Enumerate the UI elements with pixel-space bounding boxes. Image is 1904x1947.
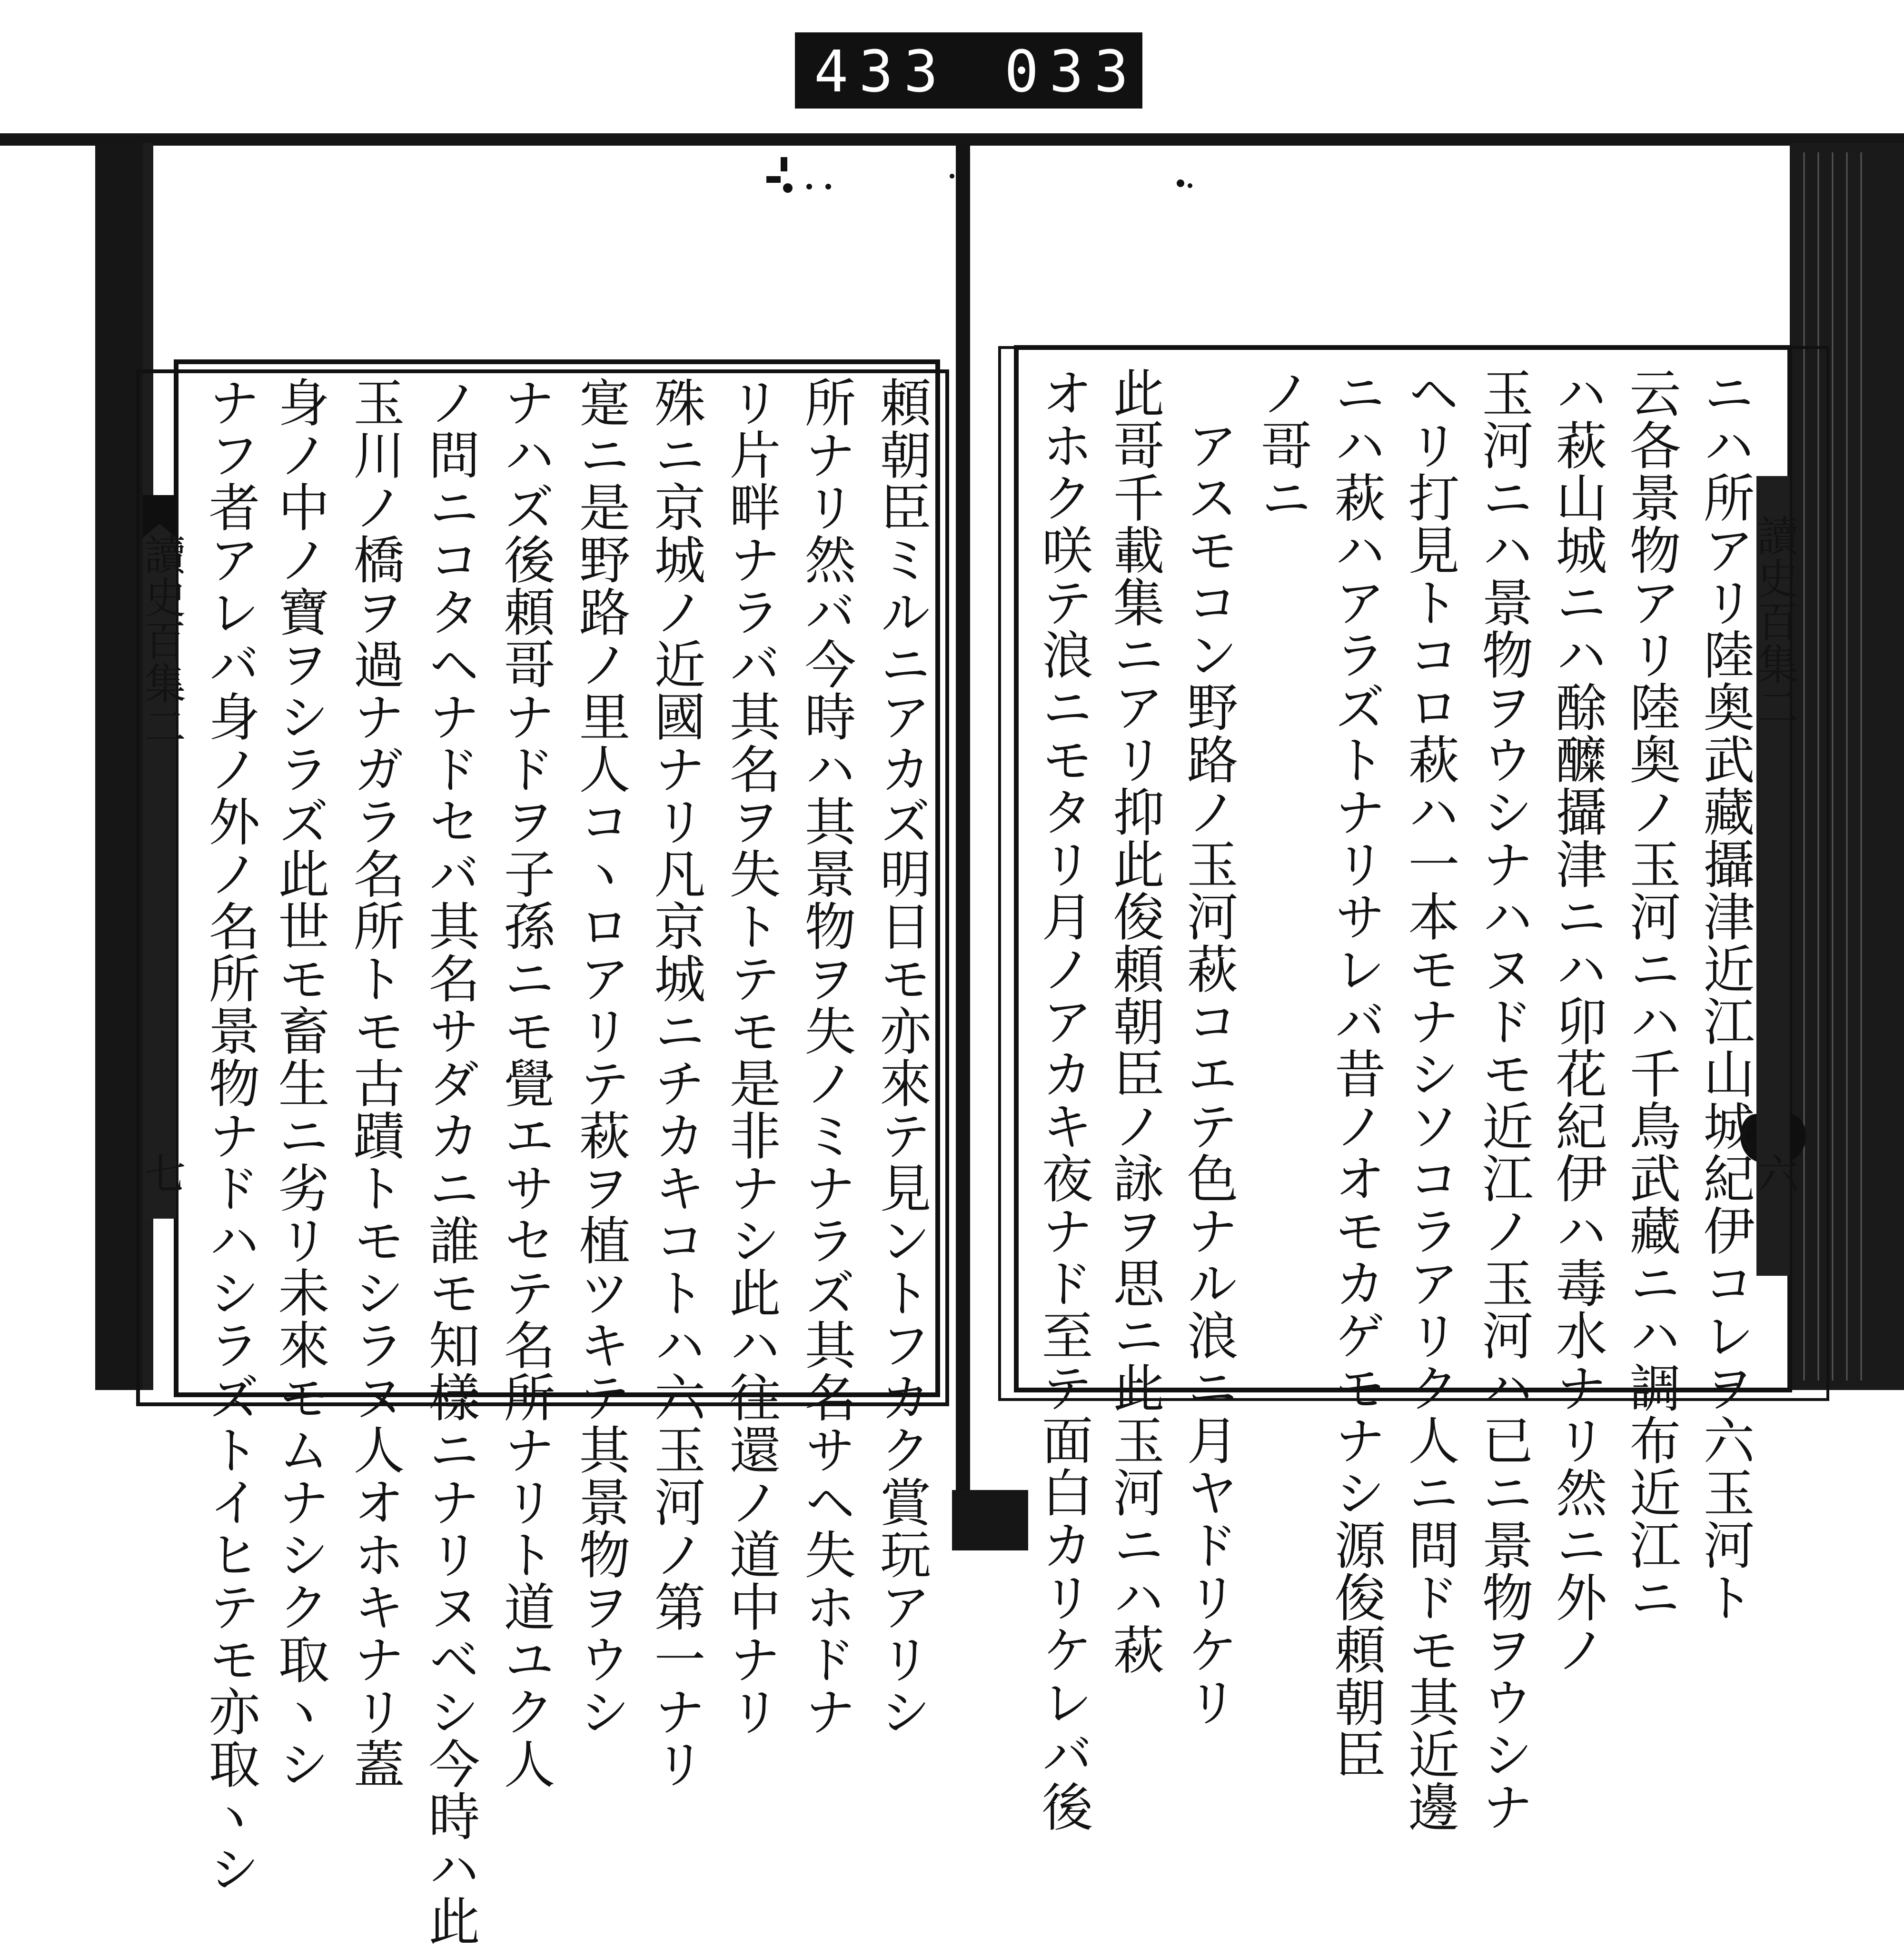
left-col-5: 寔ニ是野路ノ里人コヽロアリテ萩ヲ植ツキテ其景物ヲウシ <box>570 376 630 1738</box>
right-spine-title: 讀史百集二 <box>1750 514 1799 728</box>
left-col-3: リ片畔ナラバ其名ヲ失トテモ是非ナシ此ハ往還ノ道中ナリ <box>721 376 780 1738</box>
left-spine-title: 讀史百集二 <box>138 533 187 747</box>
top-edge <box>0 133 1904 146</box>
gutter-bottom-mark <box>952 1490 1028 1550</box>
left-col-2: 所ナリ然バ今時ハ其景物ヲ失ノミナラズ其名サヘ失ホドナ <box>796 376 855 1738</box>
left-col-4: 殊ニ京城ノ近國ナリ凡京城ニチカキコトハ六玉河ノ第一ナリ <box>645 376 705 1790</box>
gutter-fold <box>956 143 970 1523</box>
left-col-1: 頼朝臣ミルニアカズ明日モ亦來テ見ントフカク賞玩アリシ <box>871 376 931 1738</box>
left-col-7: ノ問ニコタヘナドセバ其名サダカニ誰モ知樣ニナリヌベシ今時ハ此 <box>420 376 479 1947</box>
right-col-9: 此哥千載集ニアリ抑此俊頼朝臣ノ詠ヲ思ニ此玉河ニハ萩 <box>1104 367 1164 1676</box>
right-col-2: 云各景物アリ陸奥ノ玉河ニハ千鳥武藏ニハ調布近江ニ <box>1621 367 1680 1623</box>
left-col-8: 玉川ノ橋ヲ過ナガラ名所トモ古蹟トモシラヌ人オホキナリ蓋 <box>345 376 404 1790</box>
left-folio: 七 <box>138 1152 187 1195</box>
right-col-5: ヘリ打見トコロ萩ハ一本モナシソコラアリク人ニ問ドモ其近邊 <box>1399 367 1459 1833</box>
right-col-1: ニハ所アリ陸奥武藏攝津近江山城紀伊コレヲ六玉河ト <box>1695 367 1754 1623</box>
right-col-7: ノ哥ニ <box>1252 367 1311 524</box>
left-col-9: 身ノ中ノ寶ヲシラズ此世モ畜生ニ劣リ未來モムナシク取ヽシ <box>269 376 329 1790</box>
right-col-4: 玉河ニハ景物ヲウシナハヌドモ近江ノ玉河ハ已ニ景物ヲウシナ <box>1473 367 1533 1833</box>
frame-label-right: 033 <box>1004 39 1139 105</box>
right-folio: 六 <box>1750 1152 1799 1195</box>
frame-label-left: 433 <box>814 39 949 105</box>
right-col-8-poem: アスモコン野路ノ玉河萩コエテ色ナル浪ニ月ヤドリケリ <box>1178 419 1238 1728</box>
right-col-10: オホク咲テ浪ニモタリ月ノアカキ夜ナド至テ面白カリケレバ後 <box>1033 367 1092 1833</box>
right-col-6: ニハ萩ハアラズトナリサレバ昔ノオモカゲモナシ源俊頼朝臣 <box>1326 367 1385 1780</box>
left-col-10: ナフ者アレバ身ノ外ノ名所景物ナドハシラズトイヒテモ亦取ヽシ <box>200 376 259 1895</box>
ink-specks <box>766 157 1192 193</box>
right-col-3: ハ萩山城ニハ酴醾攝津ニハ卯花紀伊ハ毒水ナリ然ニ外ノ <box>1547 367 1606 1676</box>
left-col-6: ナハズ後頼哥ナドヲ子孫ニモ覺エサセテ名所ナリト道ユク人 <box>495 376 555 1790</box>
